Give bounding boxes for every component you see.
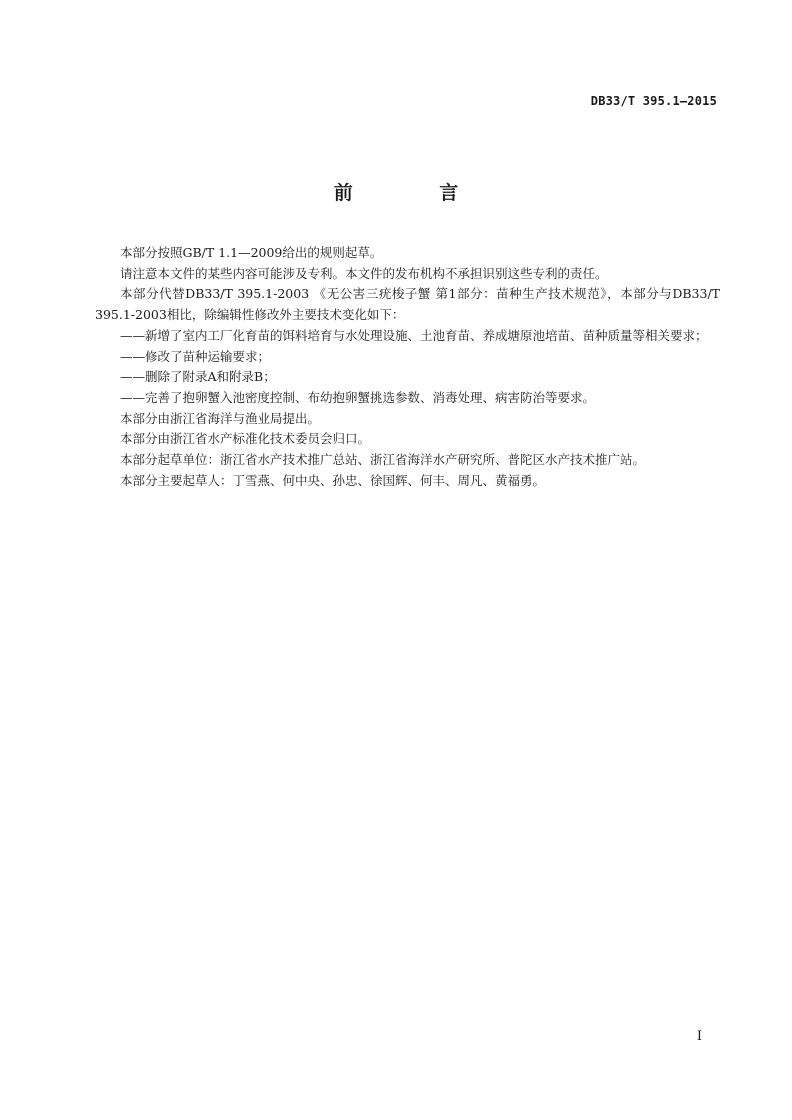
paragraph-change-modified: ——修改了苗种运输要求； — [120, 348, 271, 364]
paragraph-patent-notice: 请注意本文件的某些内容可能涉及专利。本文件的发布机构不承担识别这些专利的责任。 — [120, 265, 608, 281]
paragraph-proposer: 本部分由浙江省海洋与渔业局提出。 — [120, 410, 321, 426]
paragraph-change-added: ——新增了室内工厂化育苗的饵料培育与水处理设施、土池育苗、养成塘原池培苗、苗种质量等相关要求； — [120, 327, 708, 343]
page-title: 前 言 — [333, 182, 499, 204]
paragraph-drafting-units: 本部分起草单位：浙江省水产技术推广总站、浙江省海洋水产研究所、普陀区水产技术推广站。 — [120, 452, 646, 468]
paragraph-change-improved: ——完善了抱卵蟹入池密度控制、布幼抱卵蟹挑选参数、消毒处理、病害防治等要求。 — [120, 389, 596, 405]
foreword-body — [95, 243, 720, 491]
paragraph-replacement: 本部分代替DB33/T 395.1-2003 《无公害三疣梭子蟹 第1部分：苗种生产技术规范》，本部分与DB33/T 395.1-2003相比，除编辑性修改外主要技术变化如下： — [95, 286, 720, 323]
document-code: DB33/T 395.1—2015 — [590, 94, 717, 108]
paragraph-drafters: 本部分主要起草人：丁雪燕、何中央、孙忠、徐国辉、何丰、周凡、黄福勇。 — [120, 472, 546, 488]
paragraph-drafting-rules: 本部分按照GB/T 1.1—2009给出的规则起草。 — [120, 245, 383, 260]
paragraph-change-deleted: ——删除了附录A和附录B； — [120, 369, 276, 385]
paragraph-administrator: 本部分由浙江省水产标准化技术委员会归口。 — [120, 431, 371, 447]
page-number: I — [696, 1029, 702, 1044]
